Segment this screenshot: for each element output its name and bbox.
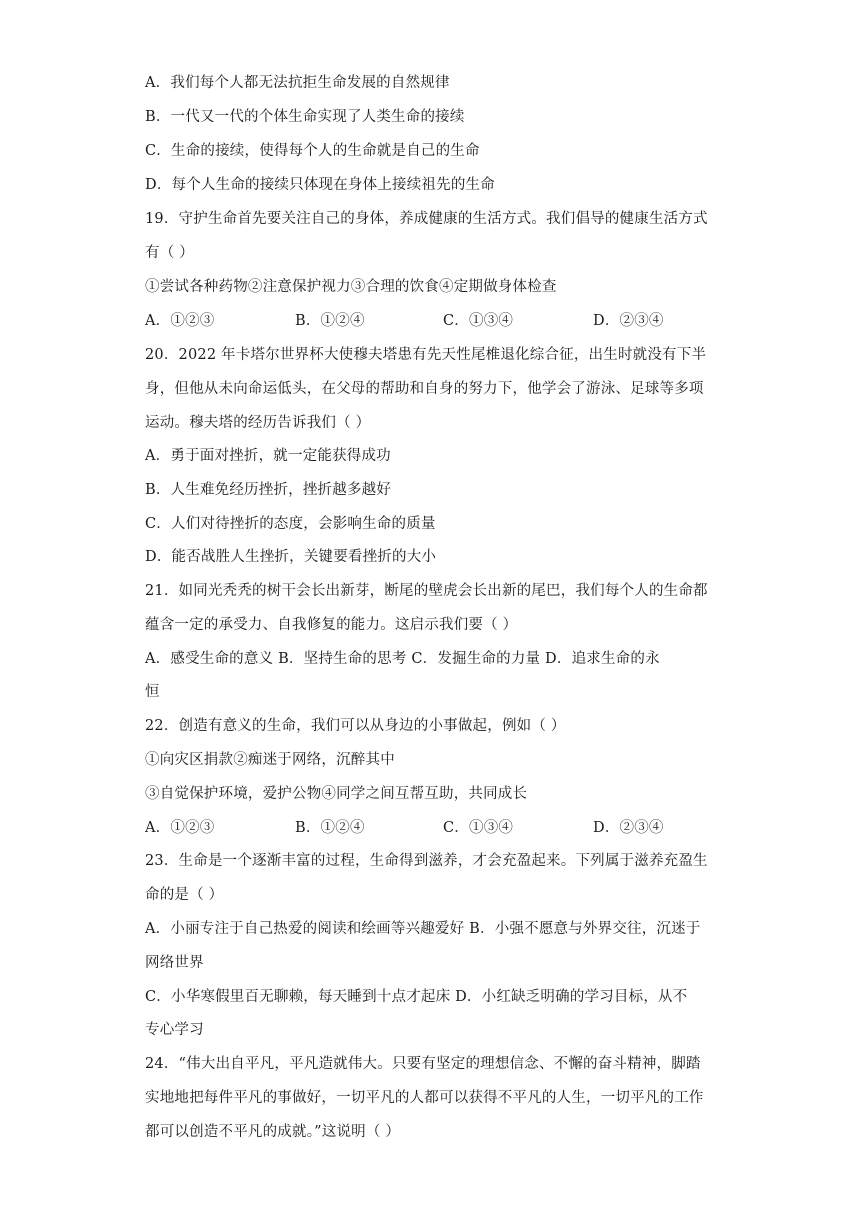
q22-option-c: C．①③④: [443, 820, 514, 836]
q22-option-b: B．①②④: [295, 820, 365, 836]
q19-stem-line2: 有（ ）: [145, 245, 194, 261]
q22-option-a: A．①②③: [145, 820, 215, 836]
q22-items-line1: ①向灾区捐款②痴迷于网络，沉醉其中: [145, 752, 395, 768]
q23-options-cd-cont: 专心学习: [145, 1022, 204, 1038]
q19-option-b: B．①②④: [295, 313, 365, 329]
q23-stem-line1: 23．生命是一个逐渐丰富的过程，生命得到滋养，才会充盈起来。下列属于滋养充盈生: [145, 853, 708, 869]
q21-stem-line2: 蕴含一定的承受力、自我修复的能力。这启示我们要（ ）: [145, 617, 518, 633]
q23-stem-line2: 命的是（ ）: [145, 887, 224, 903]
q19-stem-line1: 19．守护生命首先要关注自己的身体，养成健康的生活方式。我们倡导的健康生活方式: [145, 211, 708, 227]
q18-option-d: D．每个人生命的接续只体现在身体上接续祖先的生命: [145, 177, 495, 193]
q18-option-a: A．我们每个人都无法抗拒生命发展的自然规律: [145, 75, 450, 91]
q20-stem-line3: 运动。穆夫塔的经历告诉我们（ ）: [145, 415, 371, 431]
q19-option-a: A．①②③: [145, 313, 215, 329]
q24-stem-line2: 实地地把每件平凡的事做好，一切平凡的人都可以获得不平凡的人生，一切平凡的工作: [145, 1090, 704, 1106]
q19-items: ①尝试各种药物②注意保护视力③合理的饮食④定期做身体检查: [145, 279, 557, 295]
q21-options: A．感受生命的意义 B．坚持生命的思考 C．发掘生命的力量 D．追求生命的永: [145, 651, 660, 667]
q22-items-line2: ③自觉保护环境，爱护公物④同学之间互帮互助，共同成长: [145, 786, 528, 802]
q23-options-ab-cont: 网络世界: [145, 955, 204, 971]
q24-stem-line3: 都可以创造不平凡的成就。”这说明（ ）: [145, 1124, 401, 1140]
q19-option-d: D．②③④: [593, 313, 664, 329]
q23-options-cd: C．小华寒假里百无聊赖，每天睡到十点才起床 D．小红缺乏明确的学习目标，从不: [145, 989, 688, 1005]
q19-option-c: C．①③④: [443, 313, 514, 329]
q18-option-b: B．一代又一代的个体生命实现了人类生命的接续: [145, 109, 465, 125]
q24-stem-line1: 24．“伟大出自平凡，平凡造就伟大。只要有坚定的理想信念、不懈的奋斗精神，脚踏: [145, 1056, 701, 1072]
q20-option-c: C．人们对待挫折的态度，会影响生命的质量: [145, 516, 436, 532]
q21-stem-line1: 21．如同光秃秃的树干会长出新芽，断尾的壁虎会长出新的尾巴，我们每个人的生命都: [145, 583, 708, 599]
q20-option-b: B．人生难免经历挫折，挫折越多越好: [145, 482, 392, 498]
q23-options-ab: A．小丽专注于自己热爱的阅读和绘画等兴趣爱好 B．小强不愿意与外界交往，沉迷于: [145, 921, 701, 937]
q20-option-d: D．能否战胜人生挫折，关键要看挫折的大小: [145, 549, 437, 565]
q20-stem-line2: 身，但他从未向命运低头，在父母的帮助和自身的努力下，他学会了游泳、足球等多项: [145, 381, 704, 397]
q18-option-c: C．生命的接续，使得每个人的生命就是自己的生命: [145, 143, 480, 159]
q20-stem-line1: 20．2022 年卡塔尔世界杯大使穆夫塔患有先天性尾椎退化综合征，出生时就没有下半: [145, 347, 707, 363]
q22-stem: 22．创造有意义的生命，我们可以从身边的小事做起，例如（ ）: [145, 718, 566, 734]
q21-options-cont: 恒: [145, 684, 160, 700]
q20-option-a: A．勇于面对挫折，就一定能获得成功: [145, 448, 391, 464]
q22-option-d: D．②③④: [593, 820, 664, 836]
